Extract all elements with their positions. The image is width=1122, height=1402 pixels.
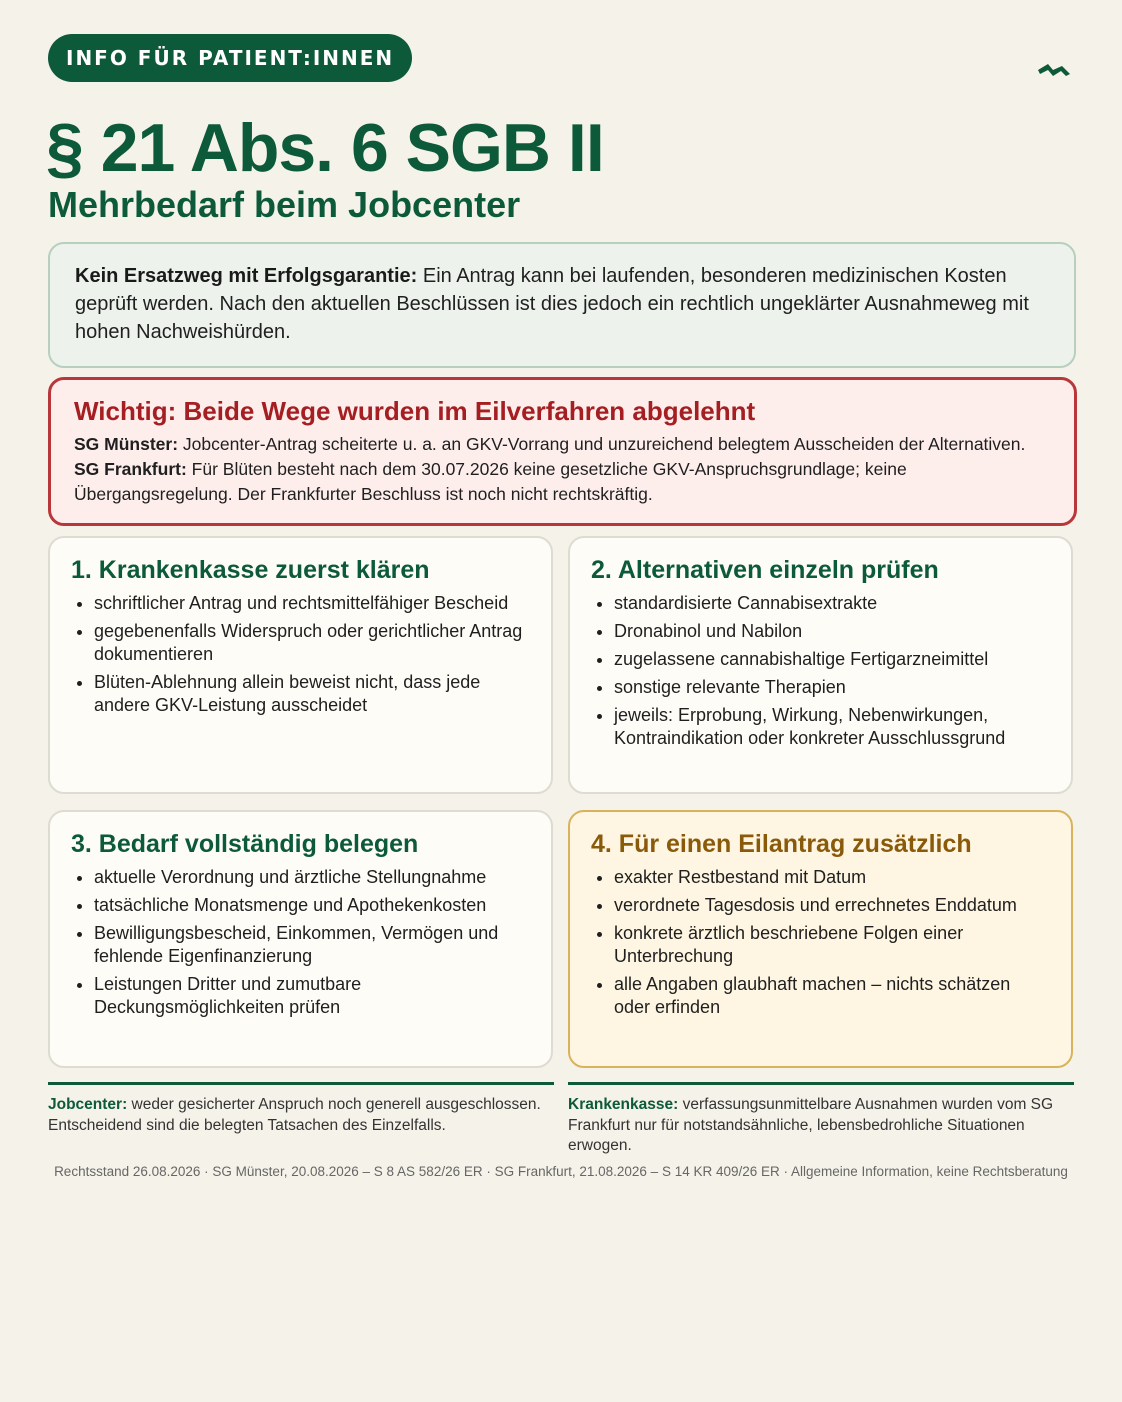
footer-text: verfassungsunmittelbare Ausnahmen wurden vom SG Frankfurt nur für notstandsähnliche, lebensbedrohliche Situationen erwogen. (568, 1096, 1054, 1154)
card-eilantrag (568, 810, 1073, 1068)
note-lead: Kein Ersatzweg mit Erfolgsgarantie: (75, 265, 418, 287)
card-list (71, 592, 531, 717)
warning-title: Wichtig: Beide Wege wurden im Eilverfahren abgelehnt (74, 396, 756, 426)
list-item: • aktuelle Verordnung und ärztliche Stellungnahme (94, 866, 531, 889)
list-item: • tatsächliche Monatsmenge und Apothekenkosten (94, 894, 531, 917)
footer-text: weder gesicherter Anspruch noch generell ausgeschlossen. Entscheidend sind die belegten Tatsachen des Einzelfalls. (48, 1096, 541, 1134)
list-item: • schriftlicher Antrag und rechtsmittelfähiger Bescheid (94, 592, 531, 615)
footer-lead: Krankenkasse: (568, 1096, 679, 1113)
card-title: 2. Alternativen einzeln prüfen (591, 556, 939, 584)
warning-body (74, 432, 1052, 507)
list-item: • zugelassene cannabishaltige Fertigarzneimittel (614, 648, 1051, 671)
warning-lead-frankfurt: SG Frankfurt: (74, 459, 187, 479)
footer-lead: Jobcenter: (48, 1096, 128, 1113)
list-item: • Dronabinol und Nabilon (614, 620, 1051, 643)
page-subtitle: Mehrbedarf beim Jobcenter (48, 184, 521, 225)
card-list (71, 866, 531, 1019)
card-title: 4. Für einen Eilantrag zusätzlich (591, 830, 972, 858)
list-item: • Bewilligungsbescheid, Einkommen, Vermögen und fehlende Eigenfinanzierung (94, 922, 531, 968)
card-alternativen (568, 536, 1073, 794)
list-item: • exakter Restbestand mit Datum (614, 866, 1051, 889)
list-item: • verordnete Tagesdosis und errechnetes Enddatum (614, 894, 1051, 917)
info-note (48, 242, 1076, 368)
list-item: • sonstige relevante Therapien (614, 676, 1051, 699)
warning-box (48, 377, 1077, 526)
warning-lead-muenster: SG Münster: (74, 434, 179, 454)
warning-text-muenster: Jobcenter-Antrag scheiterte u. a. an GKV-Vorrang und unzureichend belegtem Ausscheiden der Alternativen. (178, 434, 1026, 454)
list-item: • gegebenenfalls Widerspruch oder gerichtlicher Antrag dokumentieren (94, 620, 531, 666)
legal-notice: Rechtsstand 26.08.2026 · SG Münster, 20.08.2026 – S 8 AS 582/26 ER · SG Frankfurt, 21.08.2026 – S 14 KR 409/26 ER · Allgemeine Information, keine Rechtsberatung (54, 1164, 1068, 1179)
list-item: • Leistungen Dritter und zumutbare Deckungsmöglichkeiten prüfen (94, 973, 531, 1019)
card-list (591, 592, 1051, 750)
lightning-icon (1034, 58, 1074, 84)
footer-jobcenter (48, 1082, 554, 1136)
note-text: Ein Antrag kann bei laufenden, besonderen medizinischen Kosten geprüft werden. Nach den aktuellen Beschlüssen ist dies jedoch ein rechtlich ungeklärter Ausnahmeweg mit hohen Nachweishürden. (75, 265, 1029, 343)
card-title: 1. Krankenkasse zuerst klären (71, 556, 430, 584)
list-item: • jeweils: Erprobung, Wirkung, Nebenwirkungen, Kontraindikation oder konkreter Ausschlussgrund (614, 704, 1051, 750)
card-bedarf (48, 810, 553, 1068)
footer-krankenkasse (568, 1082, 1074, 1157)
card-list (591, 866, 1051, 1019)
list-item: • standardisierte Cannabisextrakte (614, 592, 1051, 615)
page-title: § 21 Abs. 6 SGB II (46, 110, 604, 186)
list-item: • Blüten-Ablehnung allein beweist nicht, dass jede andere GKV-Leistung ausscheidet (94, 671, 531, 717)
list-item: • alle Angaben glaubhaft machen – nichts schätzen oder erfinden (614, 973, 1051, 1019)
list-item: • konkrete ärztlich beschriebene Folgen einer Unterbrechung (614, 922, 1051, 968)
card-title: 3. Bedarf vollständig belegen (71, 830, 419, 858)
card-krankenkasse (48, 536, 553, 794)
warning-text-frankfurt: Für Blüten besteht nach dem 30.07.2026 keine gesetzliche GKV-Anspruchsgrundlage; keine Übergangsregelung. Der Frankfurter Beschluss ist noch nicht rechtskräftig. (74, 459, 907, 504)
info-badge: INFO FÜR PATIENT:INNEN (48, 34, 412, 82)
